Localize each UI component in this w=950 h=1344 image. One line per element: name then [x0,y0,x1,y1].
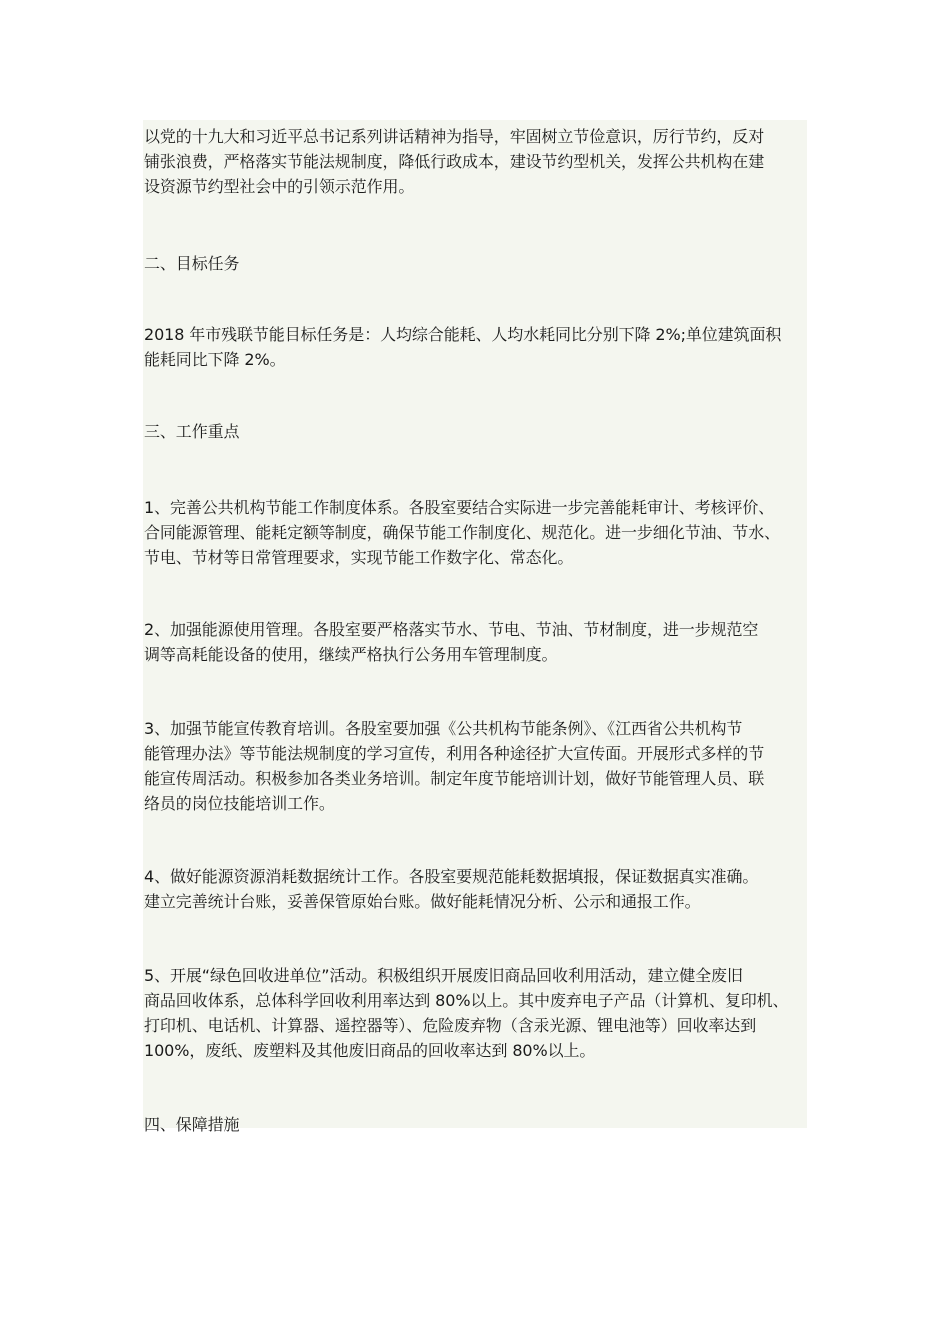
text-line: 商品回收体系，总体科学回收利用率达到 80%以上。其中废弃电子产品（计算机、复印机、 [144,991,789,1010]
text-line: 5、开展“绿色回收进单位”活动。积极组织开展废旧商品回收利用活动，建立健全废旧 [144,966,743,985]
text-line: 调等高耗能设备的使用，继续严格执行公务用车管理制度。 [144,645,558,664]
text-line: 设资源节约型社会中的引领示范作用。 [144,177,415,196]
work-item-3 [144,716,824,816]
section-heading-work-focus: 三、工作重点 [144,422,240,441]
intro-paragraph [144,124,824,199]
text-line: 铺张浪费，严格落实节能法规制度，降低行政成本，建设节约型机关，发挥公共机构在建 [144,152,765,171]
text-line: 4、做好能源资源消耗数据统计工作。各股室要规范能耗数据填报，保证数据真实准确。 [144,867,759,886]
work-item-1 [144,495,824,570]
section-heading-safeguards: 四、保障措施 [144,1115,240,1134]
text-line: 100%，废纸、废塑料及其他废旧商品的回收率达到 80%以上。 [144,1041,596,1060]
section-heading-goals: 二、目标任务 [144,254,240,273]
text-line: 建立完善统计台账，妥善保管原始台账。做好能耗情况分析、公示和通报工作。 [144,892,701,911]
text-line: 能管理办法》等节能法规制度的学习宣传，利用各种途径扩大宣传面。开展形式多样的节 [144,744,765,763]
work-item-2 [144,617,824,667]
text-line: 合同能源管理、能耗定额等制度，确保节能工作制度化、规范化。进一步细化节油、节水、 [144,523,781,542]
work-item-4 [144,864,824,914]
text-line: 能耗同比下降 2%。 [144,350,286,369]
text-line: 能宣传周活动。积极参加各类业务培训。制定年度节能培训计划，做好节能管理人员、联 [144,769,765,788]
target-paragraph [144,322,824,372]
text-line: 络员的岗位技能培训工作。 [144,794,335,813]
work-item-5 [144,963,824,1063]
text-line: 1、完善公共机构节能工作制度体系。各股室要结合实际进一步完善能耗审计、考核评价、 [144,498,775,517]
text-line: 以党的十九大和习近平总书记系列讲话精神为指导，牢固树立节俭意识，厉行节约，反对 [144,127,765,146]
text-line: 节电、节材等日常管理要求，实现节能工作数字化、常态化。 [144,548,574,567]
text-line: 打印机、电话机、计算器、遥控器等）、危险废弃物（含汞光源、锂电池等）回收率达到 [144,1016,757,1035]
text-line: 2018 年市残联节能目标任务是：人均综合能耗、人均水耗同比分别下降 2%;单位建筑面积 [144,325,782,344]
text-line: 3、加强节能宣传教育培训。各股室要加强《公共机构节能条例》、《江西省公共机构节 [144,719,743,738]
document-body [144,124,824,1137]
text-line: 2、加强能源使用管理。各股室要严格落实节水、节电、节油、节材制度，进一步规范空 [144,620,759,639]
